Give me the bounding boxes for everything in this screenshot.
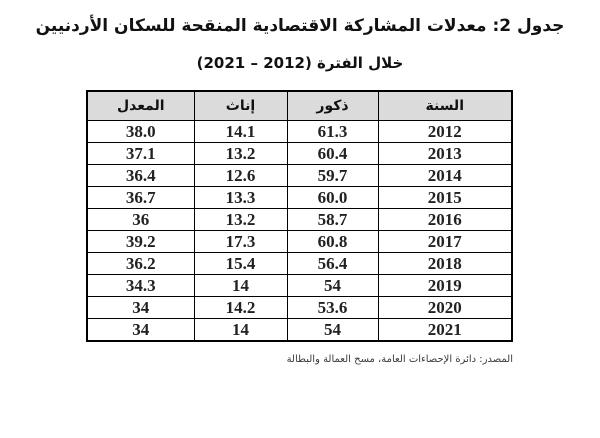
year-cell: 2014 [378,165,512,187]
year-cell: 2018 [378,253,512,275]
table-title-line2: خلال الفترة (2012 – 2021) [196,54,404,72]
females-cell: 14.1 [194,121,287,143]
rate-cell: 34.3 [87,275,194,297]
year-cell: 2012 [378,121,512,143]
males-cell: 60.8 [287,231,378,253]
rate-cell: 37.1 [87,143,194,165]
rate-cell: 38.0 [87,121,194,143]
year-cell: 2019 [378,275,512,297]
rate-cell: 36.2 [87,253,194,275]
table-row [87,121,512,143]
males-cell: 54 [287,319,378,342]
year-cell: 2021 [378,319,512,342]
table-header-row [87,91,512,121]
rate-cell: 36 [87,209,194,231]
females-cell: 17.3 [194,231,287,253]
rate-cell: 36.7 [87,187,194,209]
table-row [87,253,512,275]
col-header-females: إناث [194,91,287,121]
table-title-line1: جدول 2: معدلات المشاركة الاقتصادية المنقحة للسكان الأردنيين [35,16,565,36]
males-cell: 60.4 [287,143,378,165]
rate-cell: 34 [87,297,194,319]
year-cell: 2020 [378,297,512,319]
females-cell: 15.4 [194,253,287,275]
rate-cell: 34 [87,319,194,342]
col-header-rate: المعدل [87,91,194,121]
females-cell: 13.2 [194,209,287,231]
females-cell: 12.6 [194,165,287,187]
table-row [87,297,512,319]
females-cell: 14 [194,319,287,342]
table-row [87,231,512,253]
females-cell: 13.2 [194,143,287,165]
rate-cell: 36.4 [87,165,194,187]
males-cell: 53.6 [287,297,378,319]
participation-rates-table [86,90,513,342]
males-cell: 61.3 [287,121,378,143]
col-header-males: ذكور [287,91,378,121]
females-cell: 13.3 [194,187,287,209]
year-cell: 2015 [378,187,512,209]
rate-cell: 39.2 [87,231,194,253]
males-cell: 59.7 [287,165,378,187]
table-row [87,187,512,209]
males-cell: 54 [287,275,378,297]
source-note: المصدر: دائرة الإحصاءات العامة، مسح العمالة والبطالة [286,354,513,365]
table-row [87,275,512,297]
table-row [87,209,512,231]
table-row [87,165,512,187]
year-cell: 2016 [378,209,512,231]
table-row [87,143,512,165]
col-header-year: السنة [378,91,512,121]
females-cell: 14 [194,275,287,297]
females-cell: 14.2 [194,297,287,319]
year-cell: 2013 [378,143,512,165]
table-row [87,319,512,342]
males-cell: 56.4 [287,253,378,275]
males-cell: 60.0 [287,187,378,209]
year-cell: 2017 [378,231,512,253]
males-cell: 58.7 [287,209,378,231]
